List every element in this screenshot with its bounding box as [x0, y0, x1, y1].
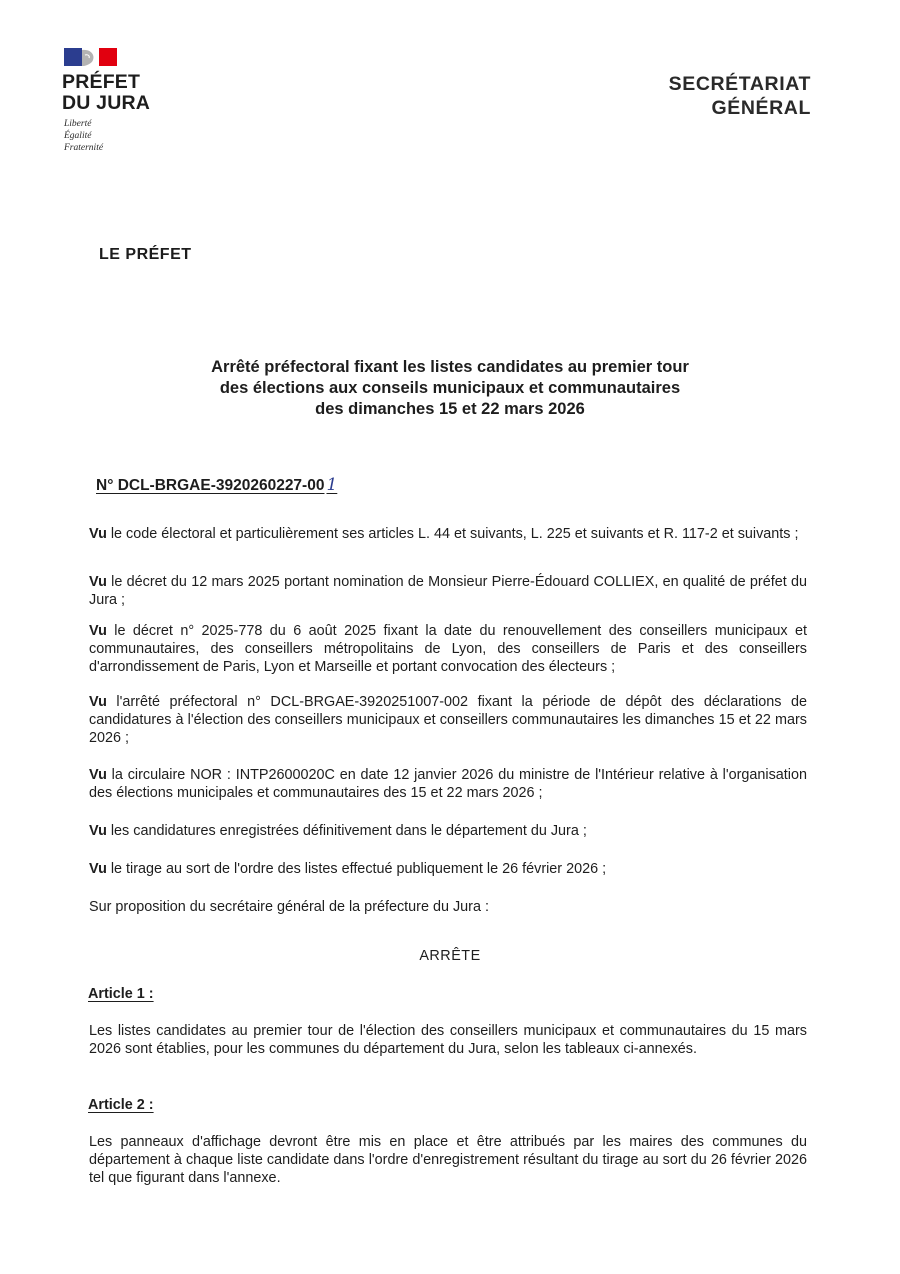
- visa-text: le décret du 12 mars 2025 portant nomination de Monsieur Pierre-Édouard COLLIEX, en qualité de préfet du Jura ;: [89, 574, 807, 608]
- motto-egalite: Égalité: [64, 131, 92, 141]
- reference-handwritten-digit: 1: [326, 475, 338, 495]
- decision-heading: ARRÊTE: [419, 948, 481, 964]
- visa-paragraph: [89, 573, 807, 609]
- visa-paragraph: [89, 822, 807, 840]
- visa-paragraph: [89, 622, 807, 676]
- decree-title-line-2: des élections aux conseils municipaux et communautaires: [219, 379, 681, 397]
- department-heading: [669, 72, 811, 120]
- visa-text: le code électoral et particulièrement ses articles L. 44 et suivants, L. 225 et suivants et R. 117-2 et suivants ;: [106, 526, 799, 542]
- issuer-title: [62, 72, 150, 114]
- proposal-paragraph: Sur proposition du secrétaire général de la préfecture du Jura :: [89, 899, 489, 915]
- visa-text: la circulaire NOR : INTP2600020C en date 12 janvier 2026 du ministre de l'Intérieur relative à l'organisation des élections municipales et communautaires des 15 et 22 mars 2026 ;: [89, 767, 807, 801]
- visa-lead: Vu: [89, 574, 107, 590]
- article-2-heading: Article 2 :: [88, 1097, 154, 1113]
- visa-paragraph: [89, 525, 807, 543]
- visa-text: le tirage au sort de l'ordre des listes effectué publiquement le 26 février 2026 ;: [106, 861, 607, 877]
- issuer-line-1: PRÉFET: [62, 71, 141, 93]
- article-1-heading: Article 1 :: [88, 986, 154, 1002]
- reference-printed: N° DCL-BRGAE-3920260227-00: [96, 477, 325, 494]
- article-2-text: Les panneaux d'affichage devront être mis en place et être attribués par les maires des communes du département à chaque liste candidate dans l'ordre d'enregistrement résultant du tirage au sort du 26 février 2026 tel que figurant dans l'annexe.: [89, 1134, 807, 1186]
- decree-reference-number: [96, 475, 337, 495]
- visa-lead: Vu: [89, 623, 107, 639]
- article-1-text: Les listes candidates au premier tour de l'élection des conseillers municipaux et communautaires du 15 mars 2026 sont établies, pour les communes du département du Jura, selon les tableaux ci-annexés.: [89, 1023, 807, 1057]
- visa-paragraph: [89, 766, 807, 802]
- visa-text: l'arrêté préfectoral n° DCL-BRGAE-3920251007-002 fixant la période de dépôt des déclarations de candidatures à l'élection des conseillers municipaux et conseillers communautaires les dimanches 15 et 22 mars 2026 ;: [89, 694, 807, 746]
- decree-title-line-1: Arrêté préfectoral fixant les listes candidates au premier tour: [211, 358, 689, 376]
- visa-paragraph: [89, 693, 807, 747]
- visa-lead: Vu: [89, 823, 107, 839]
- department-line-2: GÉNÉRAL: [711, 97, 811, 119]
- visa-lead: Vu: [89, 767, 107, 783]
- authority-heading: LE PRÉFET: [99, 246, 192, 263]
- issuer-line-2: DU JURA: [62, 92, 151, 114]
- decree-title-line-3: des dimanches 15 et 22 mars 2026: [315, 400, 585, 418]
- decree-title: [150, 357, 750, 420]
- marianne-flag-logo: [64, 46, 117, 68]
- visa-lead: Vu: [89, 526, 107, 542]
- visa-lead: Vu: [89, 694, 107, 710]
- republic-motto: [64, 118, 103, 154]
- visa-paragraph: [89, 860, 807, 878]
- visa-lead: Vu: [89, 861, 107, 877]
- visa-text: le décret n° 2025-778 du 6 août 2025 fixant la date du renouvellement des conseillers municipaux et communautaires, des conseillers métropolitains de Lyon, des conseillers de Paris et des conseillers d'arrondissement de Paris, Lyon et Marseille et portant convocation des électeurs ;: [89, 623, 807, 675]
- department-line-1: SECRÉTARIAT: [668, 73, 811, 95]
- visa-text: les candidatures enregistrées définitivement dans le département du Jura ;: [106, 823, 587, 839]
- motto-liberte: Liberté: [64, 119, 92, 129]
- motto-fraternite: Fraternité: [64, 143, 104, 153]
